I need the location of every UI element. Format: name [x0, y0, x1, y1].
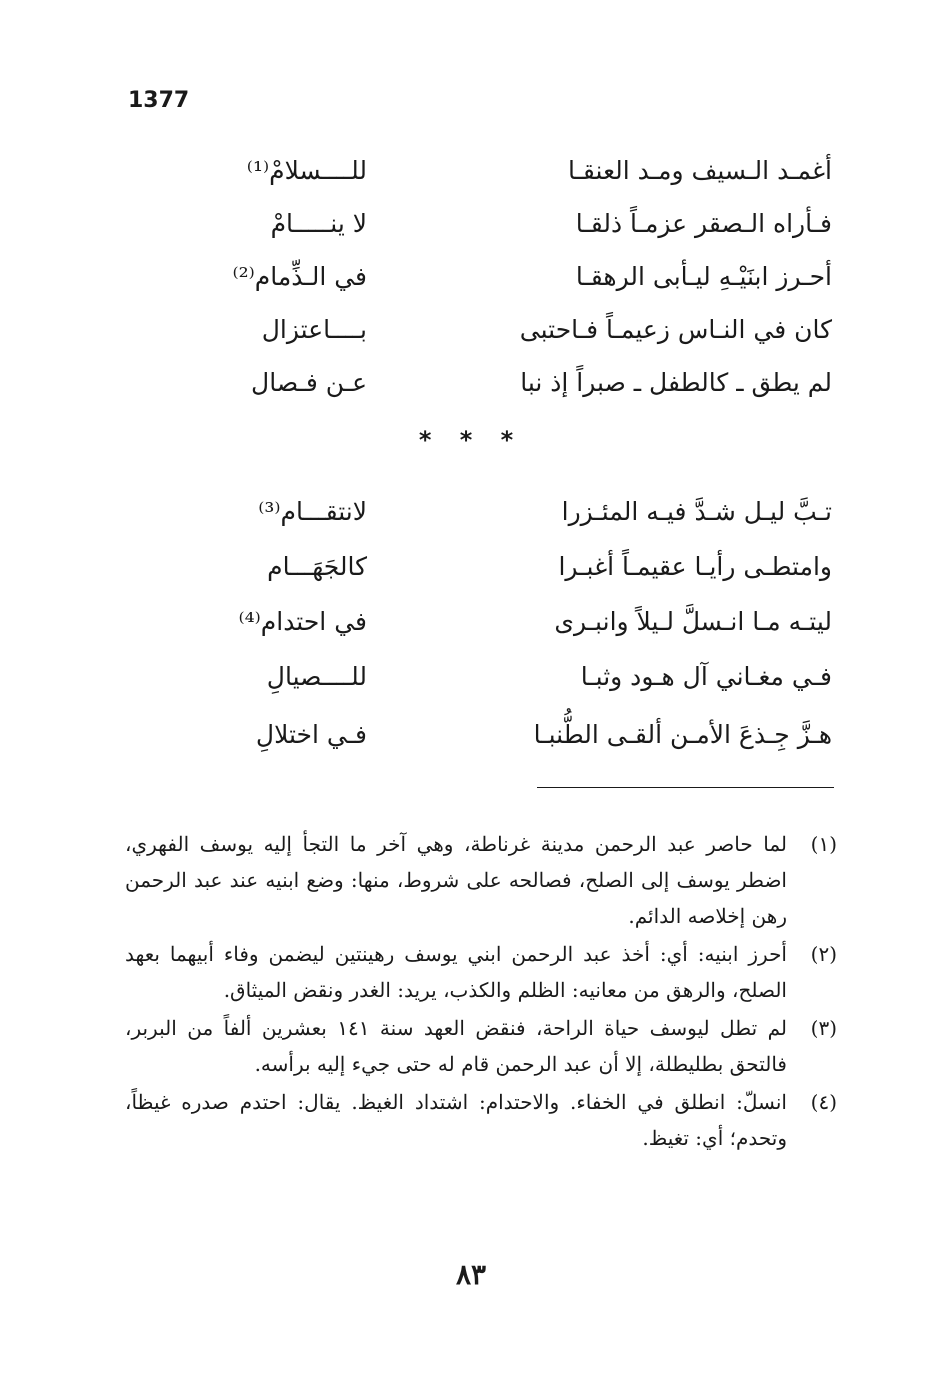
footnote-number: (٢)	[810, 942, 837, 966]
footnote	[125, 936, 837, 1008]
verse-line	[0, 310, 942, 350]
page-number: ٨٣	[455, 1258, 487, 1291]
verse-first-hemistich: أحـرز ابنَيْـهِ ليـأبى الرهقـا	[575, 262, 832, 291]
footnote	[125, 1084, 837, 1156]
verse-first-hemistich: أغمـد الـسيف ومـد العنقـا	[567, 156, 832, 185]
verse-second-hemistich: كالجَهَـــام	[267, 552, 367, 581]
verse-first-hemistich: وامتطـى رأيـا عقيمـاً أغبـرا	[558, 552, 832, 581]
verse-second-hemistich: عـن فـصال	[251, 368, 367, 397]
verse-second-hemistich: فـي اختلالِ	[255, 720, 367, 749]
verse-second-hemistich: لانتقـــام⁽³⁾	[258, 497, 367, 526]
section-divider: * * *	[418, 426, 524, 454]
verse-second-hemistich: في الـذِّمام⁽²⁾	[232, 262, 367, 291]
verse-line	[0, 715, 942, 755]
verse-first-hemistich: هـزَّ جِـذعَ الأمـن ألقـى الطُّنبـا	[533, 720, 832, 749]
verse-first-hemistich: تـبَّ ليـل شـدَّ فيـه المئـزرا	[561, 497, 832, 526]
footnote-text: لم تطل ليوسف حياة الراحة، فنقض العهد سنة ١٤١ بعشرين ألفاً من البربر، فالتحق بطليطلة، إلا أن عبد الرحمن قام له حتى جيء إليه برأسه.	[125, 1016, 787, 1076]
verse-first-hemistich: فـأراه الـصقر عزمـاً ذلقـا	[575, 209, 832, 238]
verse-first-hemistich: فـي مغـاني آل هـود وثبـا	[580, 662, 832, 691]
footnotes	[125, 826, 837, 1158]
footnote-text: أحرز ابنيه: أي: أخذ عبد الرحمن ابني يوسف رهينتين ليضمن وفاء أبيهما بعهد الصلح، والرهق من معانيه: الظلم والكذب، يريد: الغدر ونقض الميثاق.	[125, 942, 787, 1002]
footnote-text: انسلّ: انطلق في الخفاء. والاحتدام: اشتداد الغيظ. يقال: احتدم صدره غيظاً، وتحدم؛ أي: تغيظ.	[125, 1090, 787, 1150]
verse-second-hemistich: بــــاعتزال	[261, 315, 367, 344]
verse-line	[0, 657, 942, 697]
footnote-number: (٣)	[810, 1016, 837, 1040]
verse-first-hemistich: ليتـه مـا انـسلَّ لـيلاً وانبـرى	[554, 607, 832, 636]
page-id: 1377	[128, 88, 190, 113]
verse-line	[0, 257, 942, 297]
verse-line	[0, 492, 942, 532]
footnote-separator	[537, 787, 834, 788]
footnote-number: (١)	[810, 832, 837, 856]
verse-line	[0, 363, 942, 403]
footnote-text: لما حاصر عبد الرحمن مدينة غرناطة، وهي آخر ما التجأ إليه يوسف الفهري، اضطر يوسف إلى الصلح، فصالحه على شروط، منها: وضع ابنيه عند عبد الرحمن رهن إخلاصه الدائم.	[125, 832, 787, 928]
verse-first-hemistich: لم يطق ـ كالطفل ـ صبراً إذ نبا	[520, 368, 832, 397]
verse-line	[0, 547, 942, 587]
footnote-number: (٤)	[810, 1090, 837, 1114]
verse-second-hemistich: لا ينـــــامْ	[270, 209, 367, 238]
verse-first-hemistich: كان في النـاس زعيمـاً فـاحتبى	[519, 315, 832, 344]
footnote	[125, 826, 837, 934]
verse-line	[0, 151, 942, 191]
verse-line	[0, 204, 942, 244]
verse-second-hemistich: للــــصيالِ	[266, 662, 367, 691]
verse-second-hemistich: للــــسلامْ⁽¹⁾	[246, 156, 367, 185]
verse-line	[0, 602, 942, 642]
verse-second-hemistich: في احتدام⁽⁴⁾	[238, 607, 367, 636]
footnote	[125, 1010, 837, 1082]
